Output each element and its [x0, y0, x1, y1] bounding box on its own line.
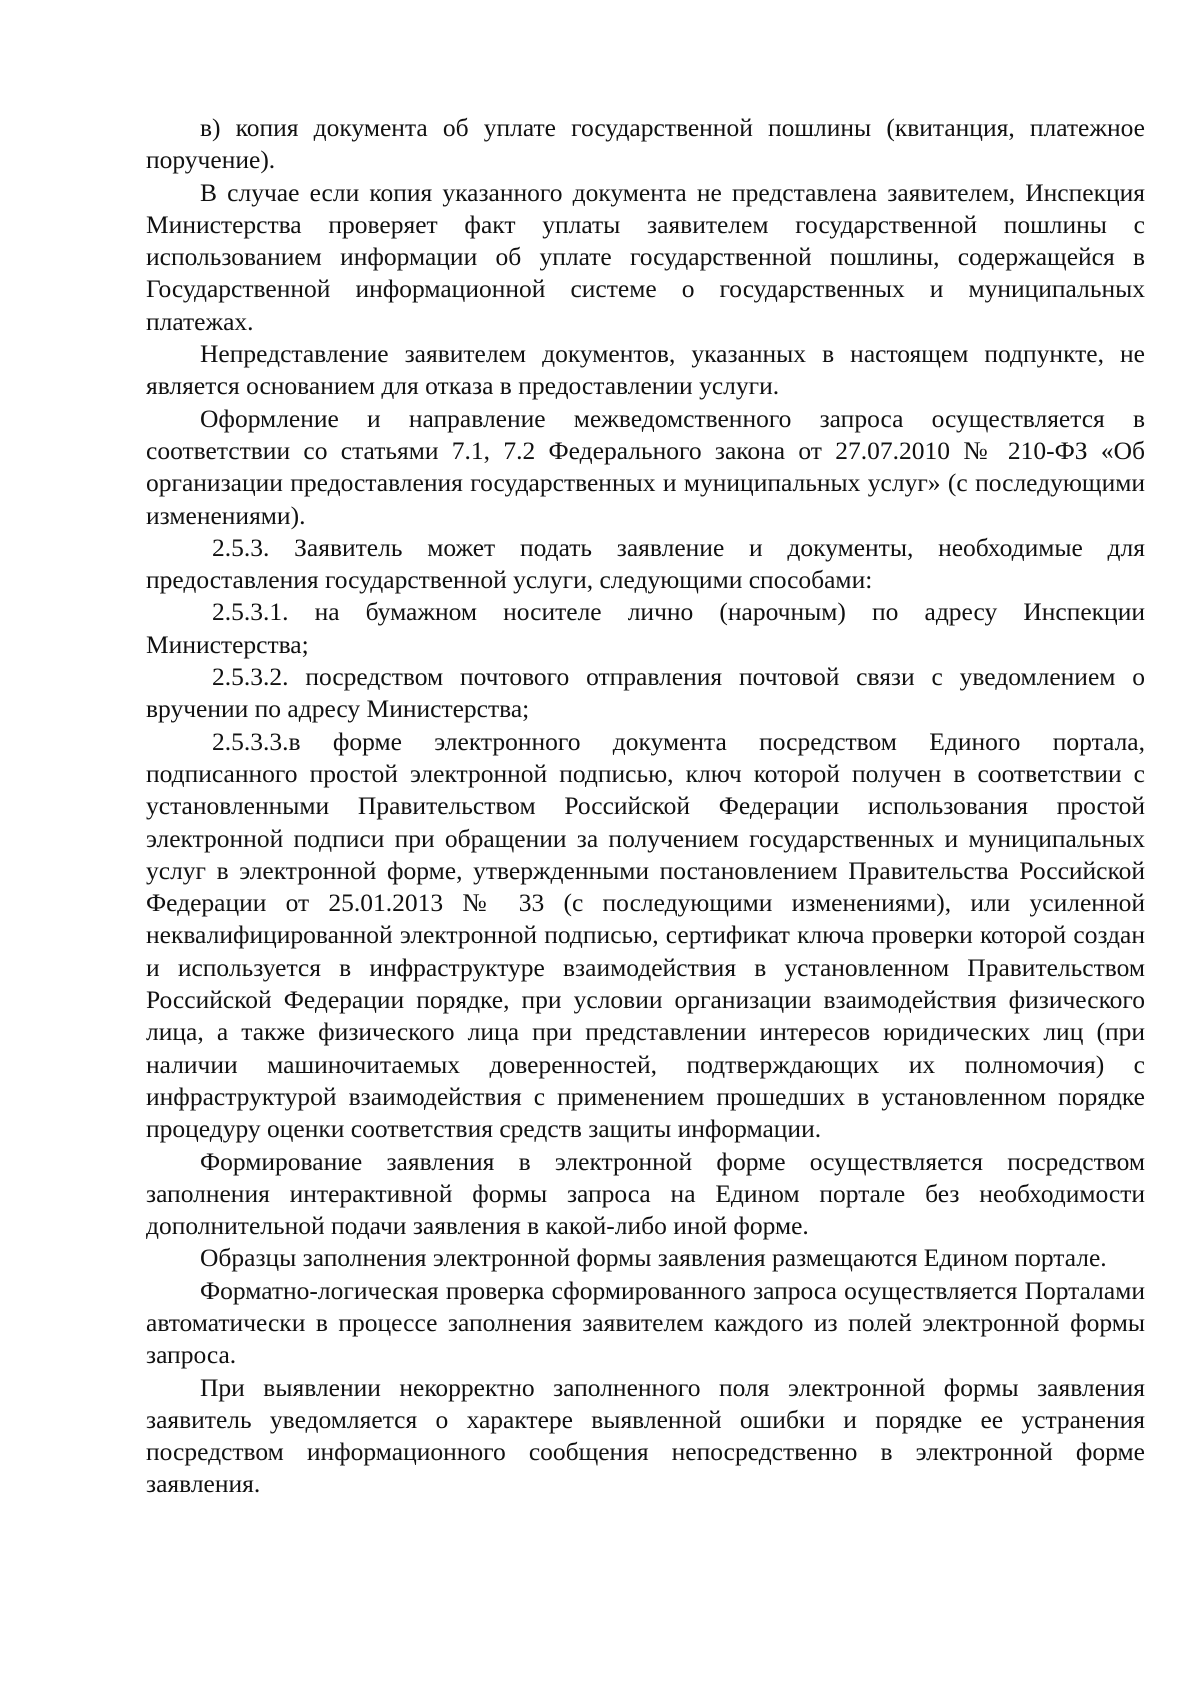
document-body — [146, 112, 1145, 1501]
paragraph-not-grounds-for-refusal: Непредставление заявителем документов, указанных в настоящем подпункте, не является основанием для отказа в предоставлении услуги. — [146, 339, 1145, 401]
paragraph-electronic-form: Формирование заявления в электронной форме осуществляется посредством заполнения интерактивной формы запроса на Едином портале без необходимости дополнительной подачи заявления в какой-либо иной форме. — [146, 1146, 1145, 1241]
paragraph-form-samples: Образцы заполнения электронной формы заявления размещаются Едином портале. — [200, 1243, 1107, 1273]
paragraph-2-5-3-1: 2.5.3.1. на бумажном носителе лично (нарочным) по адресу Инспекции Министерства; — [146, 597, 1145, 659]
paragraph-2-5-3-3: 2.5.3.3.в форме электронного документа посредством Единого портала, подписанного простой электронной подписью, ключ которой получен в соответствии с установленными Правительством Российской Федерации использования простой электронной подписи при обращении за получением государственных и муниципальных услуг в электронной форме, утвержденными постановлением Правительства Российской Федерации от 25.01.2013 № 33 (с последующими изменениями), или усиленной неквалифицированной электронной подписью, сертификат ключа проверки которой создан и используется в инфраструктуре взаимодействия в установленном Правительством Российской Федерации порядке, при условии организации взаимодействия физического лица, а также физического лица при представлении интересов юридических лиц (при наличии машиночитаемых доверенностей, подтверждающих их полномочия) с инфраструктурой взаимодействия с применением прошедших в установленном порядке процедуру оценки соответствия средств защиты информации. — [146, 726, 1145, 1144]
paragraph-interagency-request: Оформление и направление межведомственного запроса осуществляется в соответствии со статьями 7.1, 7.2 Федерального закона от 27.07.2010 № 210-ФЗ «Об организации предоставления государственных и муниципальных услуг» (с последующими изменениями). — [146, 403, 1145, 530]
paragraph-error-notification: При выявлении некорректно заполненного поля электронной формы заявления заявитель уведомляется о характере выявленной ошибки и порядке ее устранения посредством информационного сообщения непосредственно в электронной форме заявления. — [146, 1372, 1145, 1499]
paragraph-format-check: Форматно-логическая проверка сформированного запроса осуществляется Порталами автоматически в процессе заполнения заявителем каждого из полей электронной формы запроса. — [146, 1275, 1145, 1370]
paragraph-payment-copy: в) копия документа об уплате государственной пошлины (квитанция, платежное поручение). — [146, 113, 1145, 175]
paragraph-2-5-3: 2.5.3. Заявитель может подать заявление и документы, необходимые для предоставления государственной услуги, следующими способами: — [146, 532, 1145, 595]
paragraph-2-5-3-2: 2.5.3.2. посредством почтового отправления почтовой связи с уведомлением о вручении по адресу Министерства; — [146, 662, 1145, 724]
paragraph-payment-check: В случае если копия указанного документа не представлена заявителем, Инспекция Министерства проверяет факт уплаты заявителем государственной пошлины с использованием информации об уплате государственной пошлины, содержащейся в Государственной информационной системе о государственных и муниципальных платежах. — [146, 177, 1145, 336]
